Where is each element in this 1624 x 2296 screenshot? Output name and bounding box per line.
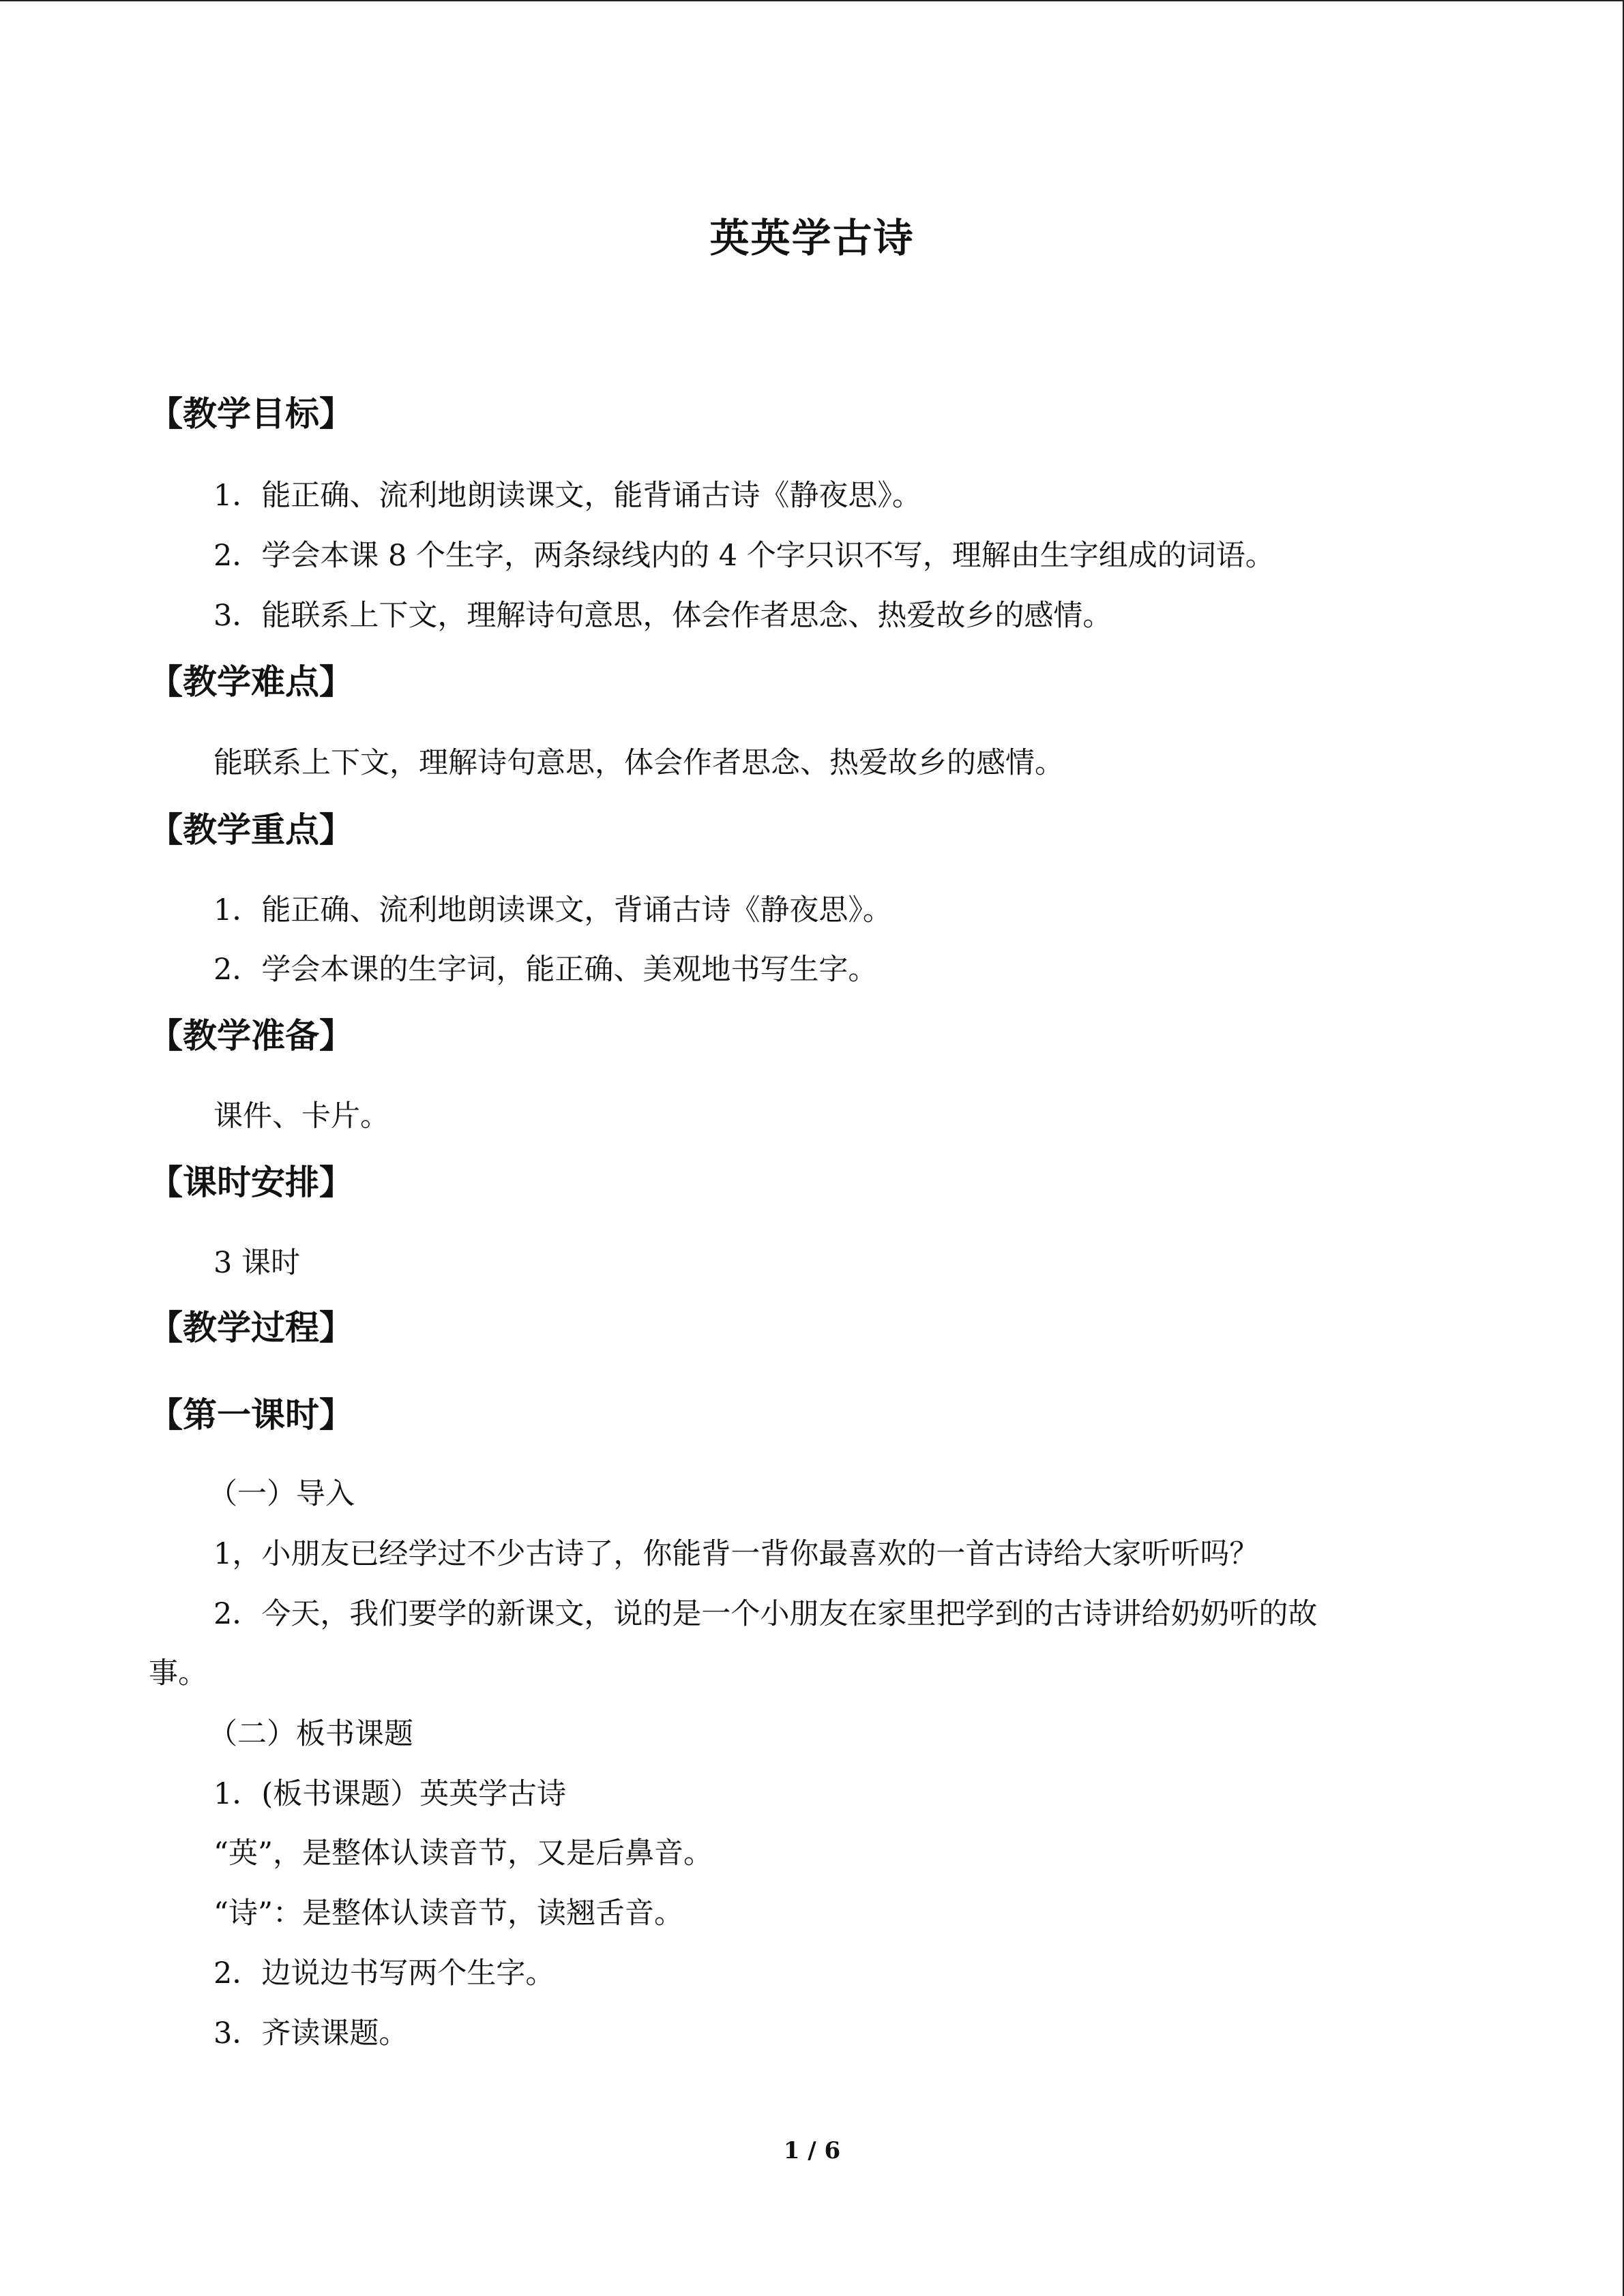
focus-item-1: 1．能正确、流利地朗读课文，背诵古诗《静夜思》。 [213,893,892,927]
difficulty-heading: 【教学难点】 [149,662,353,702]
intro-item-1: 1，小朋友已经学过不少古诗了，你能背一背你最喜欢的一首古诗给大家听听吗？ [213,1537,1259,1571]
schedule-text: 3 课时 [213,1246,301,1280]
process-heading: 【教学过程】 [149,1308,353,1347]
focus-heading: 【教学重点】 [149,810,353,850]
intro-item-2-line-1: 2．今天，我们要学的新课文，说的是一个小朋友在家里把学到的古诗讲给奶奶听的故 [213,1597,1318,1631]
goal-item-1: 1．能正确、流利地朗读课文，能背诵古诗《静夜思》。 [213,479,921,513]
preparation-heading: 【教学准备】 [149,1016,353,1056]
document-title: 英英学古诗 [709,215,915,261]
board-subheading: （二）板书课题 [208,1717,413,1751]
focus-item-2: 2．学会本课的生字词，能正确、美观地书写生字。 [213,953,878,987]
board-item-2: 2．边说边书写两个生字。 [213,1956,555,1991]
goals-heading: 【教学目标】 [149,394,353,434]
intro-item-2-line-2: 事。 [149,1656,207,1690]
goal-item-2: 2．学会本课 8 个生字，两条绿线内的 4 个字只识不写，理解由生字组成的词语。 [213,539,1275,573]
board-note-1: “英”，是整体认读音节，又是后鼻音。 [213,1836,713,1870]
preparation-text: 课件、卡片。 [213,1099,389,1133]
difficulty-text: 能联系上下文，理解诗句意思，体会作者思念、热爱故乡的感情。 [213,746,1064,780]
board-item-3: 3．齐读课题。 [213,2016,409,2051]
intro-subheading: （一）导入 [208,1477,355,1511]
lesson1-heading: 【第一课时】 [149,1395,353,1435]
goal-item-3: 3．能联系上下文，理解诗句意思，体会作者思念、热爱故乡的感情。 [213,599,1112,633]
board-item-1: 1．(板书课题）英英学古诗 [213,1777,567,1811]
page-number: 1 / 6 [783,2137,841,2164]
board-note-2: “诗”：是整体认读音节，读翘舌音。 [213,1896,683,1930]
schedule-heading: 【课时安排】 [149,1163,353,1202]
